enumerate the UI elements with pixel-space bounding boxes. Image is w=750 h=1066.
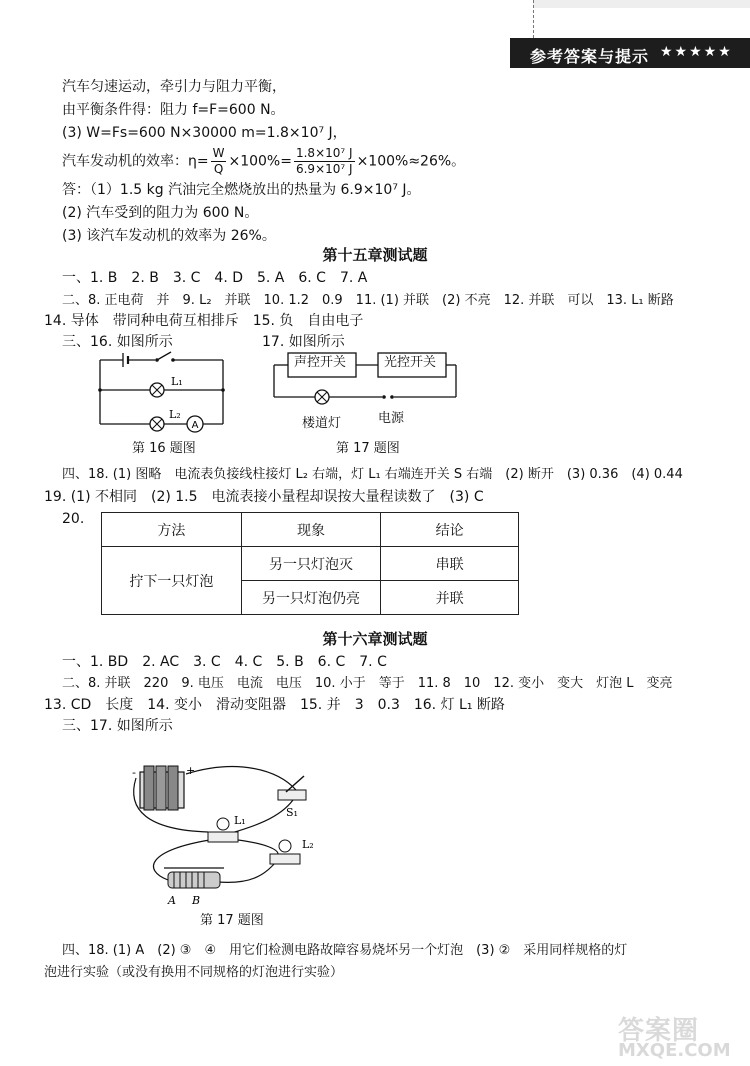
chapter-15-title: 第十五章测试题 [322,246,428,264]
header-conclusion: 结论 [381,513,519,547]
ch15-part1: 一、1. B 2. B 3. C 4. D 5. A 6. C 7. A [62,270,368,286]
formula-mid: ×100%= [228,153,292,170]
fig17b-l2-label: L₂ [302,838,314,851]
header-banner [510,38,750,68]
header-method: 方法 [102,513,242,547]
ammeter-label: A [191,420,199,431]
watermark-logo: 答案圈 [618,1016,700,1046]
method-cell: 拧下一只灯泡 [102,547,242,615]
header-phenomenon: 现象 [241,513,381,547]
header-stars: ★★★★★ [660,44,733,60]
light-switch-label: 光控开关 [384,355,437,370]
fig17b-s1-label: S₁ [286,806,298,819]
phenomenon-cell: 另一只灯泡灭 [241,547,381,581]
header-dashed-line [533,0,534,38]
ch16-part2-cont: 13. CD 长度 14. 变小 滑动变阻器 15. 并 3 0.3 16. 灯 L₁ 断路 [44,697,505,713]
fig16-l2-label: L₂ [169,408,181,421]
ch16-part1: 一、1. BD 2. AC 3. C 4. C 5. B 6. C 7. C [62,654,387,670]
conclusion-cell: 串联 [381,547,519,581]
answer-line-7: (3) 该汽车发动机的效率为 26%。 [62,228,276,244]
fig17b-physical-circuit [128,760,368,910]
answer-line-5: 答：（1）1.5 kg 汽油完全燃烧放出的热量为 6.9×10⁷ J。 [62,182,421,198]
ch16-part2: 二、8. 并联 220 9. 电压 电流 电压 10. 小于 等于 11. 8 10 12. 变小 变大 灯泡 L 变亮 [62,676,673,691]
ch16-q17-label: 三、17. 如图所示 [62,718,173,734]
ch15-q19: 19. (1) 不相同 (2) 1.5 电流表接小量程却误按大量程读数了 (3) C [44,489,484,505]
answer-line-6: (2) 汽车受到的阻力为 600 N。 [62,205,259,221]
rheostat-a-label: A [168,894,176,907]
formula-suffix: ×100%≈26%。 [356,153,466,170]
fig16-caption: 第 16 题图 [132,441,196,456]
battery-pack [140,766,184,810]
fraction-q: Q [213,162,224,176]
ch15-part2-cont: 14. 导体 带同种电荷互相排斥 15. 负 自由电子 [44,313,364,329]
fraction-denominator: 6.9×10⁷ J [295,162,353,176]
fraction-w-q [211,146,227,177]
switch-lever [157,352,171,360]
rheostat-b-label: B [192,894,201,907]
source-terminal-1 [382,395,386,399]
efficiency-formula [62,146,465,178]
fig16-circuit [95,348,235,438]
table-header-row [102,513,519,547]
power-source-label: 电源 [378,411,405,426]
fraction-numerator: 1.8×10⁷ J [295,146,353,160]
ch16-q18-line1: 四、18. (1) A (2) ③ ④ 用它们检测电路故障容易烧坏另一个灯泡 (3) ② 采用同样规格的灯 [62,943,628,958]
fig17-caption: 第 17 题图 [336,441,400,456]
ch16-q18-line2: 泡进行实验（或没有换用不同规格的灯泡进行实验） [44,965,344,980]
fig17b-caption: 第 17 题图 [200,913,264,928]
conclusion-cell: 并联 [381,581,519,615]
answer-line-2: 由平衡条件得：阻力 f=F=600 N。 [62,102,285,118]
ch15-q20-label: 20. [62,511,85,527]
ch15-q17-label: 17. 如图所示 [262,334,345,350]
answer-line-3: (3) W=Fs=600 N×30000 m=1.8×10⁷ J， [62,125,347,141]
source-terminal-2 [390,395,394,399]
formula-prefix: 汽车发动机的效率：η= [62,153,209,170]
phenomenon-cell: 另一只灯泡仍亮 [241,581,381,615]
switch-s1 [278,776,306,800]
fig16-l1-label: L₁ [171,375,183,388]
table-row [102,547,519,581]
fraction-values [294,146,355,177]
sound-switch-label: 声控开关 [294,355,347,370]
battery-plus: + [186,764,196,777]
fraction-w: W [212,146,225,160]
answer-line-1: 汽车匀速运动，牵引力与阻力平衡， [62,79,286,95]
ch15-q16-label: 三、16. 如图所示 [62,334,173,350]
ch15-part2: 二、8. 正电荷 并 9. L₂ 并联 10. 1.2 0.9 11. (1) 并联 (2) 不亮 12. 并联 可以 13. L₁ 断路 [62,293,674,308]
chapter-16-title: 第十六章测试题 [322,630,428,648]
battery-minus: - [132,766,136,779]
rheostat [164,868,224,888]
header-texture [533,0,750,8]
header-title: 参考答案与提示 [530,47,650,66]
corridor-lamp-label: 楼道灯 [302,416,342,431]
lamp-l2-holder [270,840,300,864]
table-q20 [101,512,519,615]
ch15-q18: 四、18. (1) 图略 电流表负接线柱接灯 L₂ 右端，灯 L₁ 右端连开关 S 右端 (2) 断开 (3) 0.36 (4) 0.44 [62,467,683,482]
fig17b-l1-label: L₁ [234,814,246,827]
watermark-url: MXQE.COM [618,1040,731,1061]
